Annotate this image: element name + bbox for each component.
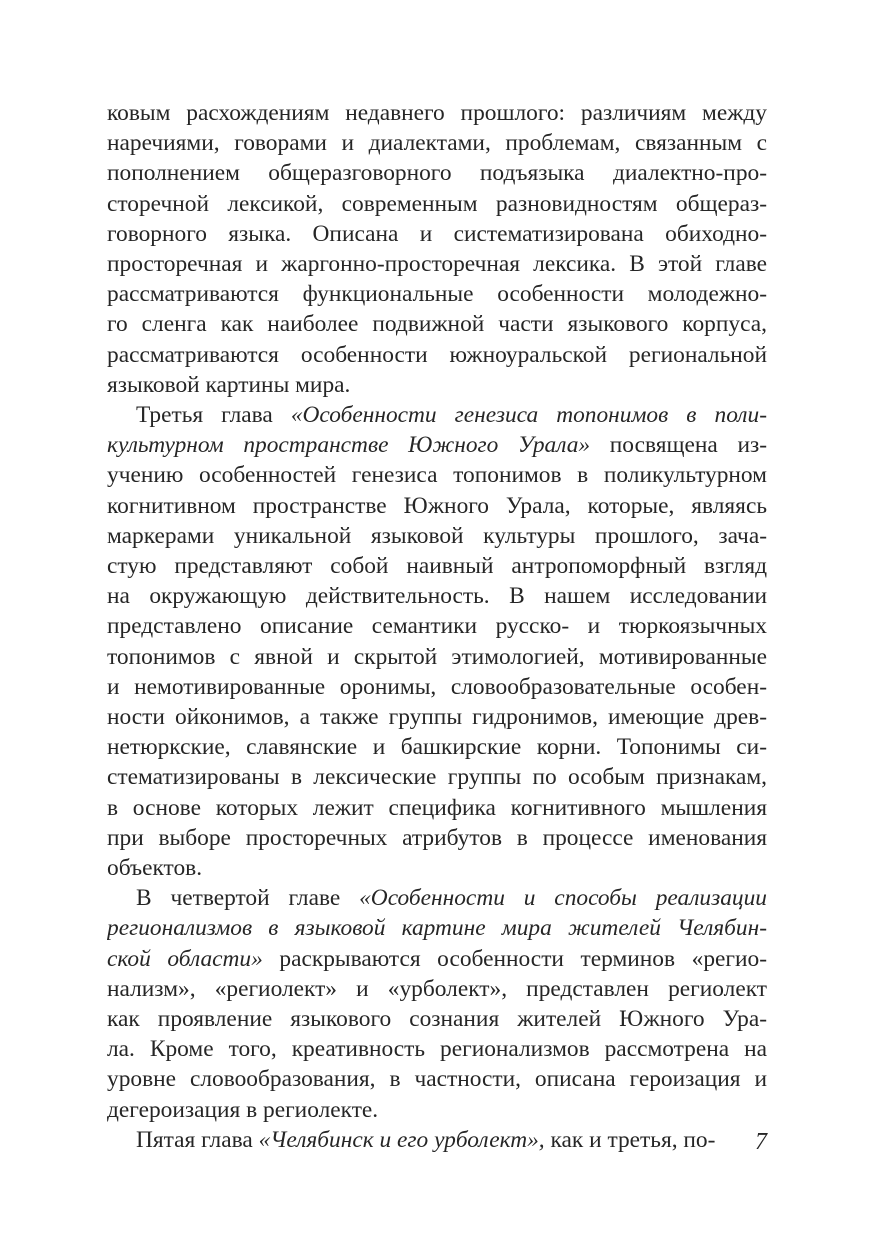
text-run: ла. Кроме того, креативность регионализмов рассмотрена на	[107, 1036, 767, 1063]
text-line	[107, 702, 767, 732]
text-line	[107, 1095, 767, 1125]
italic-title-text: регионализмов в языковой картине мира жителей Челябин-	[107, 915, 767, 942]
text-line	[107, 732, 767, 762]
text-line	[107, 189, 767, 219]
text-line	[107, 249, 767, 279]
text-run: когнитивном пространстве Южного Урала, которые, являясь	[107, 492, 767, 519]
text-run: на окружающую действительность. В нашем исследовании	[107, 583, 767, 610]
text-run: стематизированы в лексические группы по особым признакам,	[107, 764, 767, 791]
text-run: учению особенностей генезиса топонимов в поликультурном	[107, 462, 767, 489]
text-run: в основе которых лежит специфика когнитивного мышления	[107, 794, 767, 821]
text-run: топонимов с явной и скрытой этимологией, мотивированные	[107, 643, 767, 670]
text-run: как и третья, по-	[544, 1126, 716, 1153]
text-run: ковым расхождениям недавнего прошлого: различиям между	[107, 100, 767, 126]
text-run: сторечной лексикой, современным разновидностям общераз-	[107, 190, 767, 217]
text-line	[107, 370, 767, 400]
text-line	[107, 158, 767, 188]
text-run: при выборе просторечных атрибутов в процессе именования	[107, 824, 767, 851]
text-run: и немотивированные оронимы, словообразовательные особен-	[107, 673, 767, 700]
text-line	[107, 219, 767, 249]
text-run: В четвертой главе	[136, 885, 360, 912]
text-line	[107, 823, 767, 853]
text-line	[107, 309, 767, 339]
text-run: представлено описание семантики русско- и тюркоязычных	[107, 613, 767, 640]
text-run: Третья глава	[136, 402, 291, 428]
text-line	[107, 340, 767, 370]
text-run: го сленга как наиболее подвижной части языкового корпуса,	[107, 311, 767, 338]
text-run: языковой картины мира.	[107, 371, 351, 398]
text-run: посвящена из-	[590, 432, 767, 459]
text-run: рассматриваются особенности южноуральской региональной	[107, 341, 767, 368]
text-run: маркерами уникальной языковой культуры прошлого, зача-	[107, 522, 767, 549]
text-line	[107, 793, 767, 823]
text-line	[107, 430, 767, 460]
text-line	[107, 1004, 767, 1034]
text-run: дегероизация в региолекте.	[107, 1096, 379, 1123]
text-run: говорного языка. Описана и систематизирована обиходно-	[107, 220, 767, 247]
text-line	[107, 672, 767, 702]
text-run: нализм», «региолект» и «урболект», представлен региолект	[107, 975, 767, 1002]
text-line	[107, 853, 767, 883]
text-line	[107, 460, 767, 490]
text-run: стую представляют собой наивный антропоморфный взгляд	[107, 553, 767, 579]
text-line	[107, 521, 767, 551]
italic-title-text: «Особенности генезиса топонимов в поли-	[290, 402, 767, 428]
text-line	[107, 491, 767, 521]
text-run: объектов.	[107, 855, 203, 881]
text-line	[107, 279, 767, 309]
text-line	[107, 974, 767, 1004]
text-line	[107, 400, 767, 430]
text-line	[107, 128, 767, 158]
text-run: Пятая глава	[136, 1126, 259, 1153]
text-line	[107, 581, 767, 611]
text-line	[107, 883, 767, 913]
text-line	[107, 1064, 767, 1094]
text-run: пополнением общеразговорного подъязыка диалектно-про-	[107, 160, 767, 187]
text-line	[107, 611, 767, 641]
text-run: просторечная и жаргонно-просторечная лексика. В этой главе	[107, 251, 767, 277]
text-run: наречиями, говорами и диалектами, проблемам, связанным с	[107, 130, 767, 157]
text-line	[107, 1034, 767, 1064]
page-number: 7	[755, 1129, 767, 1155]
text-run: уровне словообразования, в частности, описана героизация и	[107, 1066, 767, 1093]
text-run: ности ойконимов, а также группы гидронимов, имеющие древ-	[107, 704, 767, 730]
text-run: как проявление языкового сознания жителей Южного Ура-	[107, 1006, 767, 1032]
text-line	[107, 551, 767, 581]
text-line	[107, 913, 767, 943]
text-line	[107, 1125, 767, 1155]
text-run: нетюркские, славянские и башкирские корни. Топонимы си-	[107, 734, 767, 761]
italic-title-text: «Челябинск и его урболект»,	[258, 1126, 545, 1153]
text-run: раскрываются особенности терминов «регио-	[262, 945, 767, 972]
italic-title-text: культурном пространстве Южного Урала»	[107, 432, 591, 459]
text-line	[107, 98, 767, 128]
text-line	[107, 762, 767, 792]
italic-title-text: ской области»	[107, 945, 263, 972]
text-line	[107, 944, 767, 974]
italic-title-text: «Особенности и способы реализации	[359, 885, 767, 912]
text-run: рассматриваются функциональные особенности молодежно-	[107, 281, 767, 308]
text-line	[107, 642, 767, 672]
